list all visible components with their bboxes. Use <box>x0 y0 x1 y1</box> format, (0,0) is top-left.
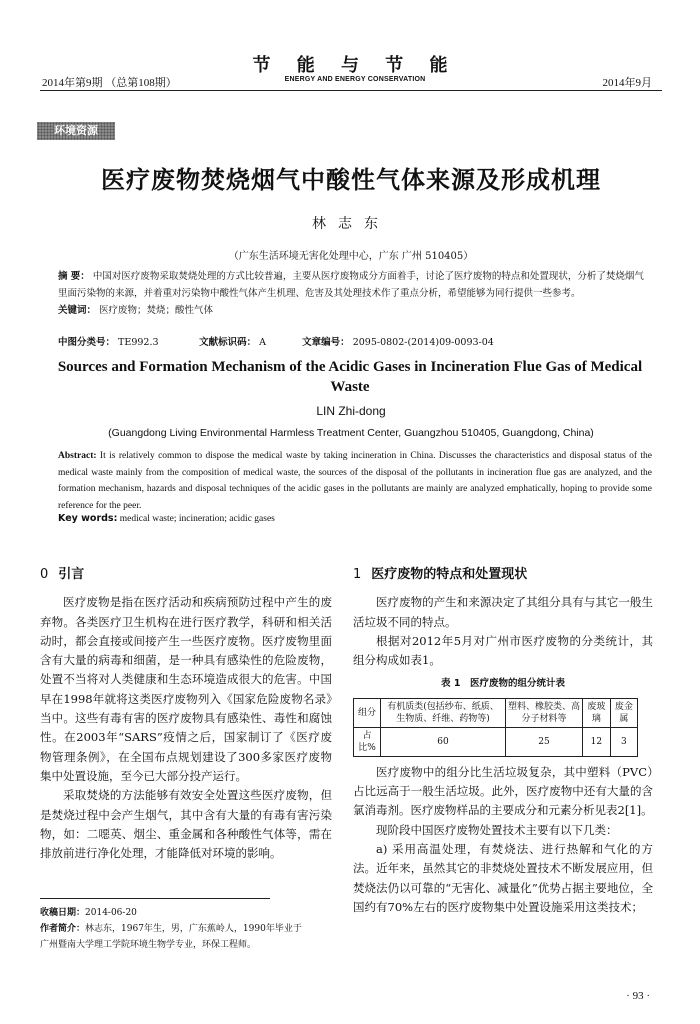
left-column <box>40 565 332 863</box>
received-date <box>40 905 310 921</box>
section-1-paragraph-2: 根据对2012年5月对广州市医疗废物的分类统计，其组分构成如表1。 <box>353 633 653 668</box>
classification-line <box>58 334 652 348</box>
section-1-paragraph-5: a) 采用高温处理，有焚烧法、进行热解和气化的方法。近年来，虽然其它的非焚烧处置技术不断发展应用，但焚烧法仍以可靠的“无害化、减量化”优势占据主要地位，全国约有70%左右的医疗废物集中处置设施采用这类技术； <box>353 841 653 914</box>
table-header-cell: 塑料、橡胶类、高分子材料等 <box>506 698 583 727</box>
keywords-en-label: Key words: <box>58 513 118 524</box>
section-0-title: 引言 <box>58 567 85 582</box>
issue-info: 2014年第9期 （总第108期） <box>42 77 177 89</box>
section-tag: 环境资源 <box>37 122 115 140</box>
right-column <box>353 565 653 917</box>
article-no-value: 2095-0802-(2014)09-0093-04 <box>352 337 494 348</box>
paper-title-en: Sources and Formation Mechanism of the Acidic Gases in Incineration Flue Gas of Medical Waste <box>57 359 643 395</box>
section-1-title: 医疗废物的特点和处置现状 <box>371 567 528 582</box>
journal-title-cn: 节 能 与 节 能 <box>252 55 458 76</box>
table-row-label: 占比% <box>354 727 381 756</box>
abstract-cn-text: 中国对医疗废物采取焚烧处理的方式比较普遍，主要从医疗废物成分方面着手，讨论了医疗废物的特点和处置现状，分析了焚烧烟气里面污染物的来源，并着重对污染物中酸性气体产生机理、危害及其处理技术作了重点分析，希望能够为同行提供一些参考。 <box>58 271 644 299</box>
footnote <box>40 905 310 953</box>
clc-value: TE992.3 <box>118 337 159 348</box>
table-header-cell: 有机质类(包括纱布、纸质、生物质、纤维、药物等) <box>381 698 506 727</box>
keywords-en <box>58 513 652 524</box>
issue-date: 2014年9月 <box>602 77 652 89</box>
page-number: · 93 · <box>626 990 650 1002</box>
abstract-cn-label: 摘 要： <box>58 271 90 282</box>
table-1-caption: 表 1 医疗废物的组分统计表 <box>441 678 565 690</box>
paper-title-cn: 医疗废物焚烧烟气中酸性气体来源及形成机理 <box>101 166 601 194</box>
author-cn: 林志东 <box>312 216 390 232</box>
table-cell: 12 <box>583 727 611 756</box>
section-0-number: 0 <box>40 567 49 582</box>
abstract-en-text: It is relatively common to dispose the medical waste by taking incineration in China. Discusses the characteristics and disposal status of the medical waste mainly from the composition of medical waste, the sources of the disposal of the pollutants in incineration flue gas are analyzed, and the formation mechanism, hazards and disposal techniques of the acidic gases in the pollutants are mainly are analyzed emphatically, hoping to provide some reference for the peer. <box>58 451 652 511</box>
author-en: LIN Zhi-dong <box>316 404 386 418</box>
keywords-cn-text: 医疗废物；焚烧；酸性气体 <box>99 305 214 316</box>
received-label: 收稿日期： <box>40 908 86 918</box>
section-1-paragraph-1: 医疗废物的产生和来源决定了其组分具有与其它一般生活垃圾不同的特点。 <box>353 595 653 629</box>
author-bio <box>40 921 310 953</box>
received-value: 2014-06-20 <box>85 908 137 918</box>
affiliation-cn: （广东生活环境无害化处理中心，广东 广州 510405） <box>228 251 474 262</box>
table-cell: 3 <box>610 727 637 756</box>
author-bio-label: 作者简介： <box>40 924 86 934</box>
section-1-number: 1 <box>353 567 362 582</box>
section-1-paragraph-3: 医疗废物中的组分比生活垃圾复杂，其中塑料（PVC）占比远高于一般生活垃圾。此外，医疗废物中还有大量的含氯消毒剂。医疗废物样品的主要成分和元素分析见表2[1]。 <box>353 764 653 818</box>
table-header-row <box>354 698 638 727</box>
keywords-en-text: medical waste; incineration; acidic gases <box>119 514 275 524</box>
abstract-en-label: Abstract: <box>58 451 97 461</box>
table-header-cell: 废金属 <box>610 698 637 727</box>
intro-paragraph-2: 采取焚烧的方法能够有效安全处置这些医疗废物，但是焚烧过程中会产生烟气，其中含有大量的有毒有害污染物，如：二噁英、烟尘、重金属和各种酸性气体等，需在排放前进行净化处理，才能降低对环境的影响。 <box>40 788 332 861</box>
article-no-label: 文章编号： <box>302 337 350 348</box>
keywords-cn-label: 关键词： <box>58 305 97 316</box>
section-1-heading <box>353 565 653 584</box>
table-cell: 25 <box>506 727 583 756</box>
author-bio-text: 林志东，1967年生，男，广东蕉岭人，1990年毕业于广州暨南大学理工学院环境生物学专业，环保工程师。 <box>40 924 302 950</box>
table-header-cell: 废玻璃 <box>583 698 611 727</box>
journal-masthead <box>230 56 480 83</box>
table-cell: 60 <box>381 727 506 756</box>
journal-title-en: ENERGY AND ENERGY CONSERVATION <box>284 76 426 83</box>
table-header-cell: 组分 <box>354 698 381 727</box>
section-1-paragraph-4: 现阶段中国医疗废物处置技术主要有以下几类： <box>376 822 618 837</box>
affiliation-en: (Guangdong Living Environmental Harmless Treatment Center, Guangzhou 510405, Guangdong, China) <box>108 427 594 439</box>
table-row <box>354 727 638 756</box>
abstract-cn <box>58 268 652 319</box>
abstract-en <box>58 448 652 514</box>
composition-table <box>353 698 638 757</box>
clc-label: 中图分类号： <box>58 337 116 348</box>
header-rule <box>40 90 662 91</box>
section-0-heading <box>40 565 332 584</box>
doc-code-value: A <box>259 337 266 348</box>
doc-code-label: 文献标识码： <box>199 337 257 348</box>
footnote-rule <box>40 898 270 899</box>
intro-paragraph-1: 医疗废物是指在医疗活动和疾病预防过程中产生的废弃物。各类医疗卫生机构在进行医疗教学，科研和相关活动时，都会直接或间接产生一些医疗废物。医疗废物里面含有大量的病毒和细菌，是一种具有感染性的危险废物，处置不当将对人类健康和生态环境造成很大的危害。中国早在1998年就将这类医疗废物列入《国家危险废物名录》当中。这些有毒有害的医疗废物具有感染性、毒性和腐蚀性。在2003年“SARS”疫情之后，国家制订了《医疗废物管理条例》，在全国布点规划建设了300多家医疗废物集中处置设施，至今已大部分投产运行。 <box>40 595 332 783</box>
